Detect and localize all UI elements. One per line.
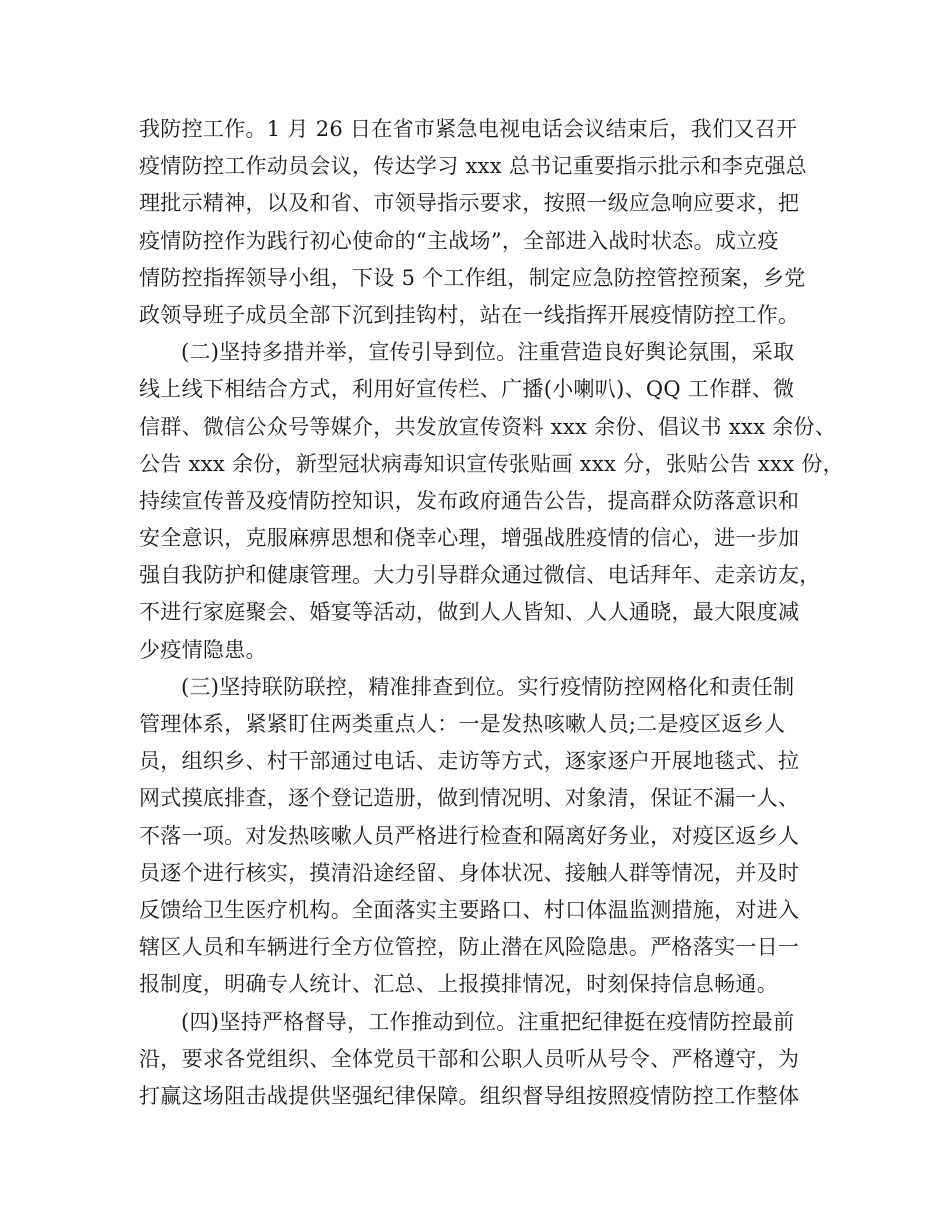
text-line: 持续宣传普及疫情防控知识，发布政府通告公告，提高群众防落意识和: [139, 488, 800, 513]
text-line: 线上线下相结合方式，利用好宣传栏、广播(小喇叭)、QQ 工作群、微: [139, 377, 795, 402]
text-line: 网式摸底排查，逐个登记造册，做到情况明、对象清，保证不漏一人、: [139, 786, 800, 811]
body-text: [139, 111, 844, 1115]
text-line: 政领导班子成员全部下沉到挂钩村，站在一线指挥开展疫情防控工作。: [139, 302, 800, 327]
text-line: 不进行家庭聚会、婚宴等活动，做到人人皆知、人人通晓，最大限度减: [139, 600, 800, 625]
text-line: 我防控工作。1 月 26 日在省市紧急电视电话会议结束后，我们又召开: [139, 117, 798, 141]
text-line: 员，组织乡、村干部通过电话、走访等方式，逐家逐户开展地毯式、拉: [139, 749, 800, 774]
text-line: 不落一项。对发热咳嗽人员严格进行检查和隔离好务业，对疫区返乡人: [139, 823, 800, 848]
text-line: 理批示精神，以及和省、市领导指示要求，按照一级应急响应要求，把: [139, 191, 800, 216]
text-line: 疫情防控作为践行初心使命的“主战场”，全部进入战时状态。成立疫: [139, 228, 779, 253]
text-line: (三)坚持联防联控，精准排查到位。实行疫情防控网格化和责任制: [181, 674, 795, 699]
text-line: 强自我防护和健康管理。大力引导群众通过微信、电话拜年、走亲访友，: [139, 563, 821, 588]
text-line: 报制度，明确专人统计、汇总、上报摸排情况，时刻保持信息畅通。: [139, 972, 778, 997]
text-line: 少疫情隐患。: [139, 637, 267, 662]
text-line: 沿，要求各党组织、全体党员干部和公职人员听从号令、严格遵守，为: [139, 1046, 800, 1071]
text-line: 管理体系，紧紧盯住两类重点人：一是发热咳嗽人员;二是疫区返乡人: [139, 712, 786, 736]
text-line: 疫情防控工作动员会议，传达学习 xxx 总书记重要指示批示和李克强总: [139, 154, 808, 179]
text-line: 公告 xxx 余份，新型冠状病毒知识宣传张贴画 xxx 分，张贴公告 xxx 份，: [139, 451, 844, 476]
text-line: (二)坚持多措并举，宣传引导到位。注重营造良好舆论氛围，采取: [181, 340, 795, 365]
text-line: 安全意识，克服麻痹思想和侥幸心理，增强战胜疫情的信心，进一步加: [139, 526, 800, 551]
text-line: 反馈给卫生医疗机构。全面落实主要路口、村口体温监测措施，对进入: [139, 897, 800, 922]
text-line: 打赢这场阻击战提供坚强纪律保障。组织督导组按照疫情防控工作整体: [139, 1083, 800, 1108]
text-line: (四)坚持严格督导，工作推动到位。注重把纪律挺在疫情防控最前: [181, 1009, 795, 1034]
text-line: 辖区人员和车辆进行全方位管控，防止潜在风险隐患。严格落实一日一: [139, 935, 800, 960]
text-line: 信群、微信公众号等媒介，共发放宣传资料 xxx 余份、倡议书 xxx 余份、: [139, 414, 837, 439]
text-line: 情防控指挥领导小组，下设 5 个工作组，制定应急防控管控预案，乡党: [139, 265, 806, 290]
text-line: 员逐个进行核实，摸清沿途经留、身体状况、接触人群等情况，并及时: [139, 860, 800, 885]
